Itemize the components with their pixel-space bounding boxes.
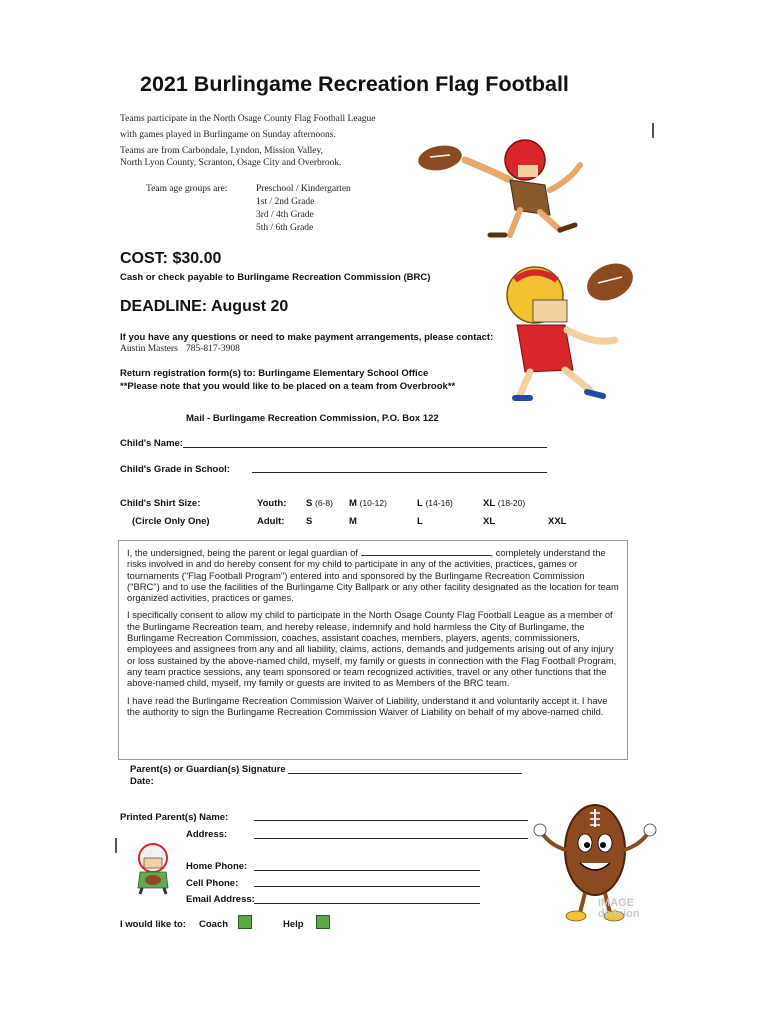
waiver-paragraph-1: I, the undersigned, being the parent or legal guardian of , completely understand the risks involved in and do hereby consent for my child to participate in any of the activities, practices, games or tournaments ("Flag Football Program") entered into and sponsored by the Burlingame Recreation Commission ("BRC") and to use the facilities of the Burlingame City Ballpark or any other facility designated as the location for team organized activities, practices or games. <box>127 547 619 604</box>
address-label: Address: <box>186 829 228 840</box>
waiver-text-box <box>118 540 628 760</box>
youth-size-xl[interactable]: XL (18-20) <box>483 498 526 509</box>
contact-phone: 785-817-3908 <box>186 344 240 354</box>
child-name-field[interactable] <box>183 447 547 448</box>
waiver-paragraph-3: I have read the Burlingame Recreation Commission Waiver of Liability, understand it and voluntarily accept it. I have the authority to sign the Burlingame Recreation Commission Waiver of Liability on behalf of my above-named child. <box>127 694 608 717</box>
age-group-item: 5th / 6th Grade <box>256 223 314 233</box>
age-group-item: 3rd / 4th Grade <box>256 210 314 220</box>
email-field[interactable] <box>254 903 480 904</box>
intro-line-3: Teams are from Carbondale, Lyndon, Mission Valley, <box>120 146 324 156</box>
player-clipart <box>495 250 660 410</box>
adult-size-m[interactable]: M <box>349 516 357 527</box>
cell-phone-label: Cell Phone: <box>186 878 239 889</box>
waiver-paragraph-2: I specifically consent to allow my child to participate in the North Osage County Flag Football League as a member of the Burlingame Recreation team, and hereby release, indemnify and hold harmless the City of Burlingame, the Burlingame Recreation Commission, coaches, assistant coaches, members, players, agents, commissioners, employees and assignees from any and all liability, claims, actions, demands and judgements arising out of any injury or loss sustained by the above-named child, myself, my family or guests in connection with the Flag Football Program, any team practice sessions, any team sponsored or team recognized activities, travel or any other functions that the above-named child, myself, my family or guests are invited to as Members of the BRC team. <box>127 609 617 689</box>
date-label: Date: <box>130 776 154 787</box>
coach-label: Coach <box>199 919 229 930</box>
helmet-kid-clipart <box>128 840 178 895</box>
age-groups-label: Team age groups are: <box>146 184 228 194</box>
cell-phone-field[interactable] <box>254 886 480 887</box>
intro-line-1: Teams participate in the North Osage County Flag Football League <box>120 114 376 124</box>
youth-label: Youth: <box>257 498 287 509</box>
youth-size-l[interactable]: L (14-16) <box>417 498 453 509</box>
signature-field[interactable] <box>288 773 522 774</box>
home-phone-field[interactable] <box>254 870 480 871</box>
shirt-size-label: Child's Shirt Size: <box>120 498 201 509</box>
watermark: IMAGE division <box>598 897 640 920</box>
youth-size-m[interactable]: M (10-12) <box>349 498 387 509</box>
mail-line: Mail - Burlingame Recreation Commission, P.O. Box 122 <box>186 413 439 424</box>
adult-size-s[interactable]: S <box>306 516 313 527</box>
help-label: Help <box>283 919 304 930</box>
guardian-child-field[interactable] <box>361 546 491 556</box>
contact-name: Austin Masters <box>120 344 178 354</box>
child-grade-label: Child's Grade in School: <box>120 464 230 475</box>
address-field[interactable] <box>254 838 528 839</box>
adult-size-l[interactable]: L <box>417 516 423 527</box>
deadline-question: If you have any questions or need to make payment arrangements, please contact: <box>120 332 494 343</box>
signature-label: Parent(s) or Guardian(s) Signature <box>130 764 286 775</box>
email-label: Email Address: <box>186 894 255 905</box>
printed-name-label: Printed Parent(s) Name: <box>120 812 229 823</box>
return-line-2: **Please note that you would like to be placed on a team from Overbrook** <box>120 381 456 392</box>
printed-name-field[interactable] <box>254 820 528 821</box>
child-grade-field[interactable] <box>252 472 547 473</box>
youth-size-s[interactable]: S (6-8) <box>306 498 333 509</box>
quarterback-clipart <box>410 130 610 240</box>
adult-size-xl[interactable]: XL <box>483 516 496 527</box>
adult-label: Adult: <box>257 516 285 527</box>
coach-checkbox[interactable] <box>238 915 252 929</box>
divider-mark <box>115 838 117 853</box>
return-line-1: Return registration form(s) to: Burlingame Elementary School Office <box>120 368 429 379</box>
intro-line-2: with games played in Burlingame on Sunday afternoons. <box>120 130 336 140</box>
help-checkbox[interactable] <box>316 915 330 929</box>
cost-heading: COST: $30.00 <box>120 250 222 267</box>
divider-mark <box>652 123 654 138</box>
intro-line-4: North Lyon County, Scranton, Osage City and Overbrook. <box>120 158 342 168</box>
age-group-item: Preschool / Kindergarten <box>256 184 351 194</box>
page-title: 2021 Burlingame Recreation Flag Football <box>140 72 569 96</box>
adult-size-xxl[interactable]: XXL <box>548 516 567 527</box>
cost-note: Cash or check payable to Burlingame Recreation Commission (BRC) <box>120 272 431 283</box>
age-group-item: 1st / 2nd Grade <box>256 197 315 207</box>
deadline-heading: DEADLINE: August 20 <box>120 298 289 315</box>
home-phone-label: Home Phone: <box>186 861 248 872</box>
circle-one-note: (Circle Only One) <box>132 516 210 527</box>
volunteer-label: I would like to: <box>120 919 186 930</box>
child-name-label: Child's Name: <box>120 438 183 449</box>
